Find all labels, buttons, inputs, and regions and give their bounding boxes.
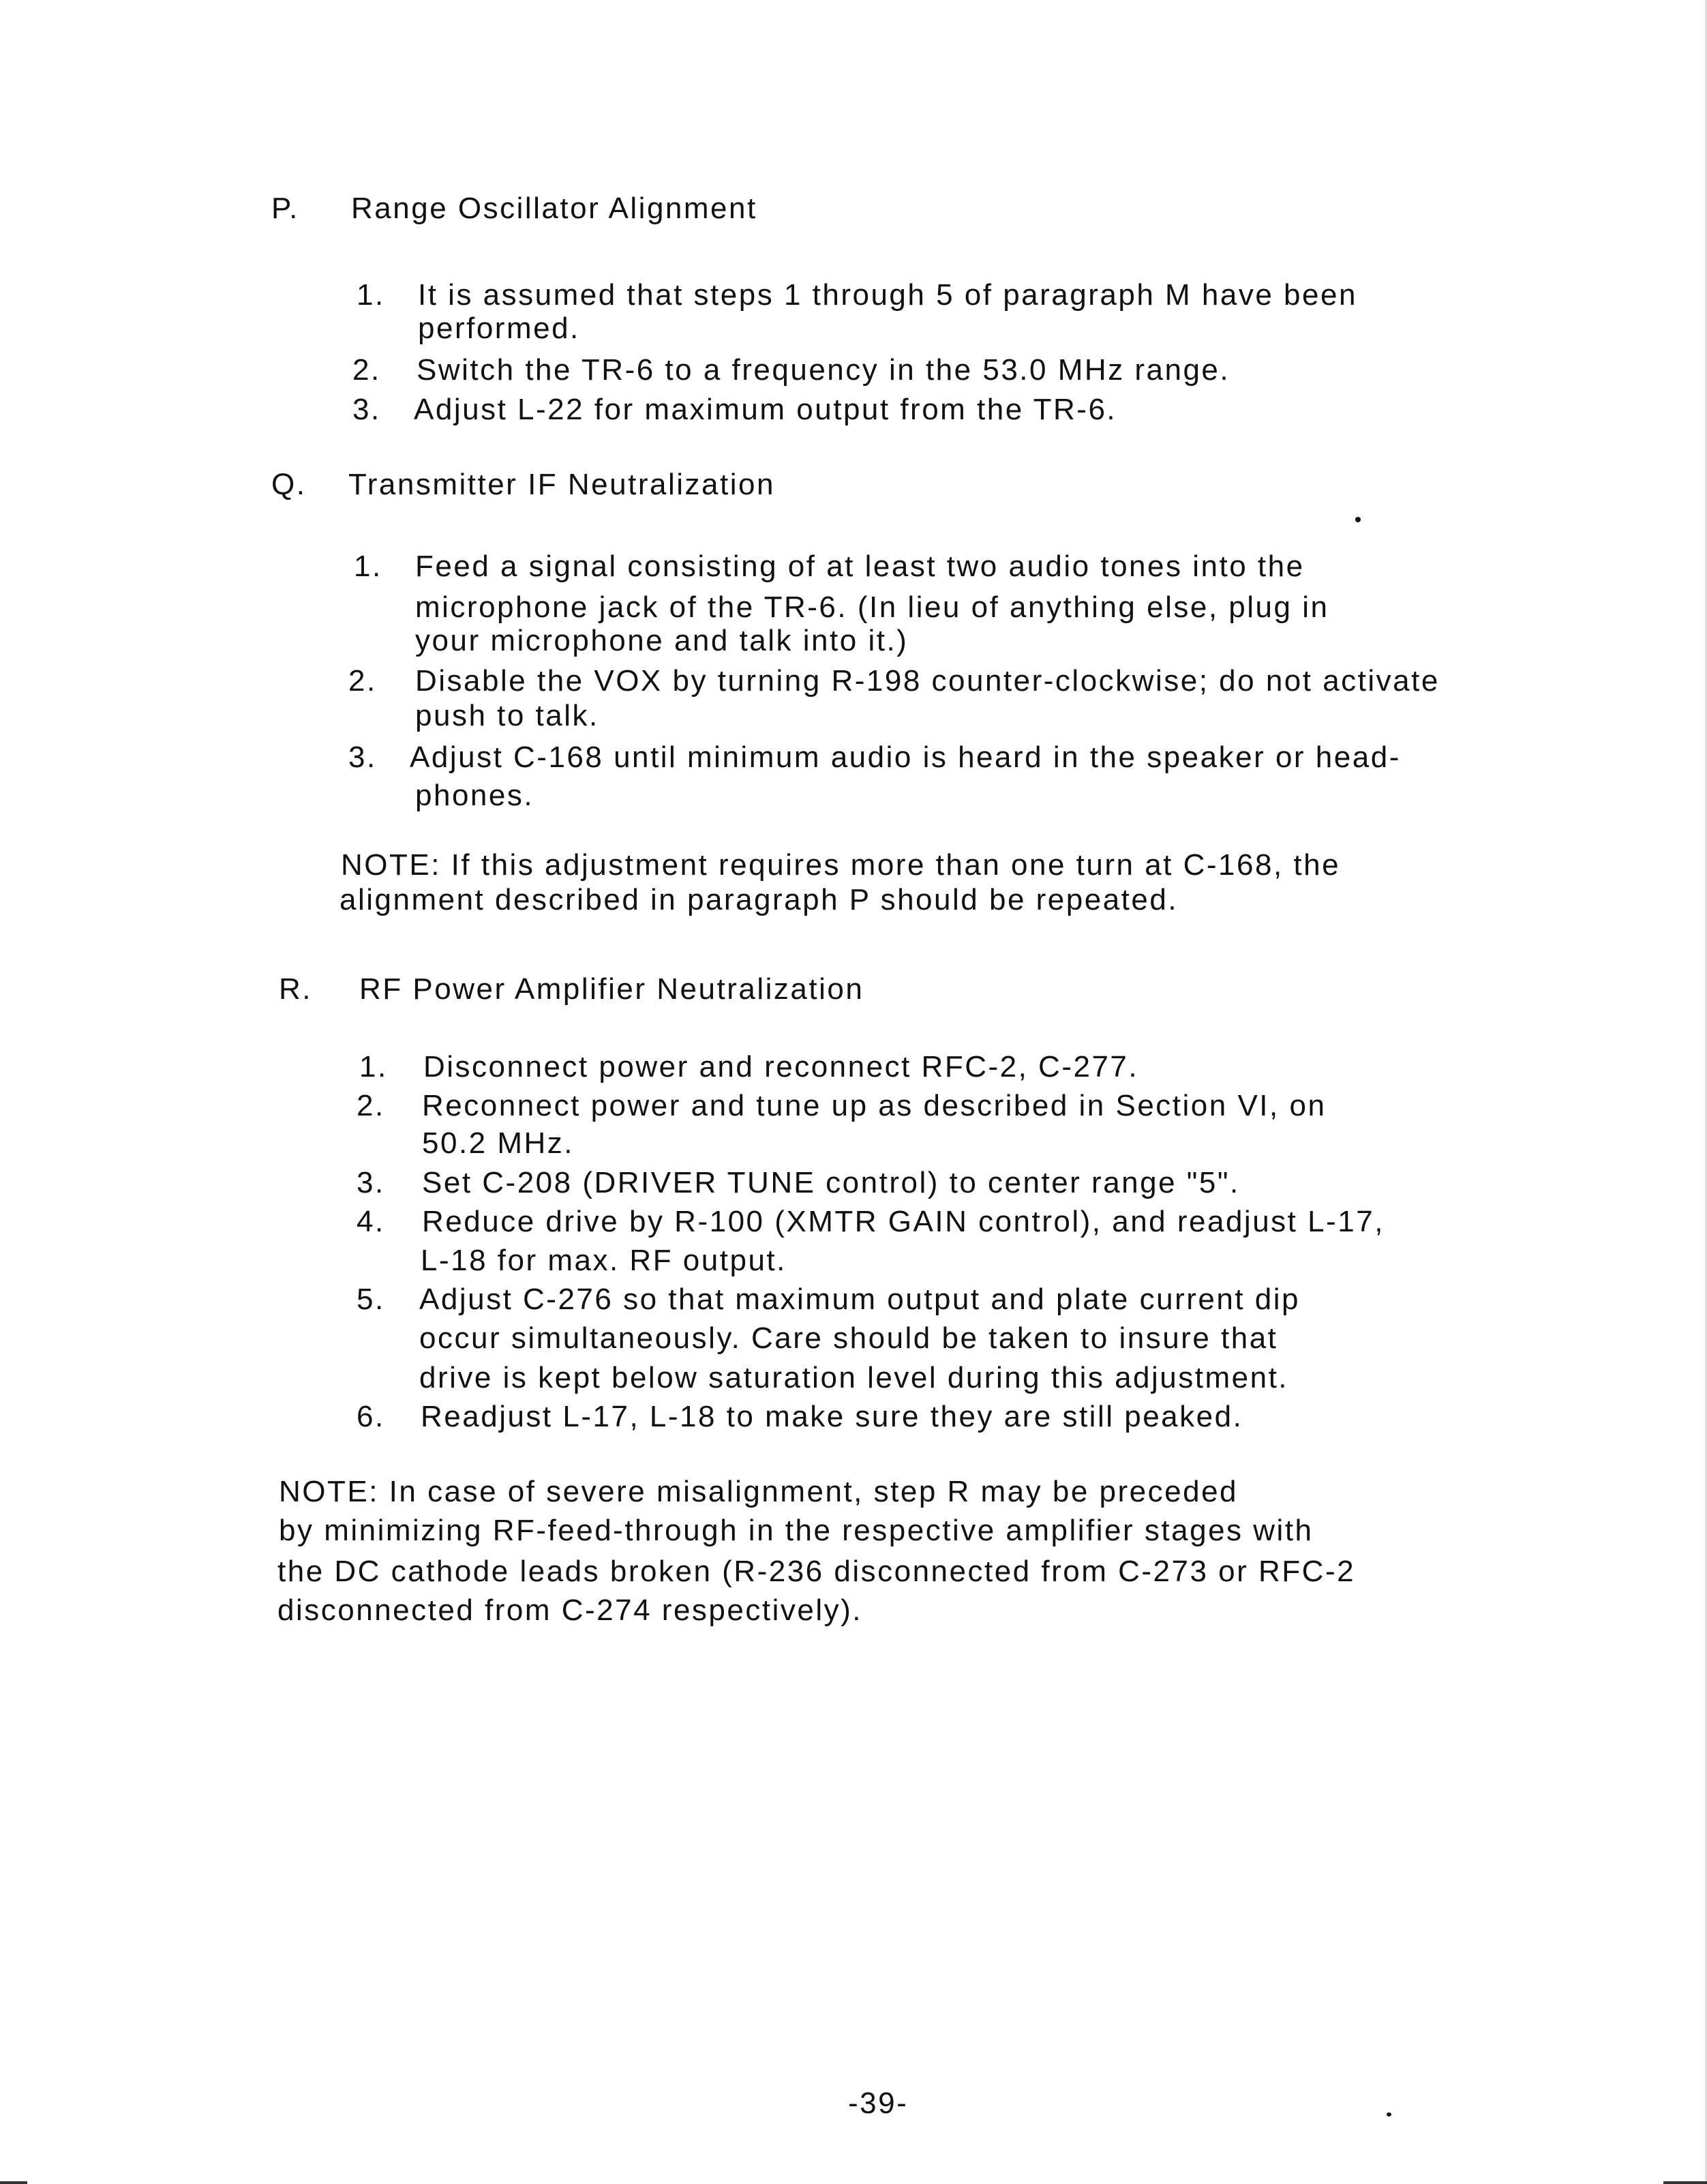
step-text: Set C-208 (DRIVER TUNE control) to center range "5". — [422, 1166, 1240, 1199]
note-text: the DC cathode leads broken (R-236 disconnected from C-273 or RFC-2 — [277, 1555, 1356, 1588]
step-text: Reconnect power and tune up as described in Section VI, on — [422, 1089, 1327, 1122]
step-number: 1. — [357, 278, 385, 312]
note-text: by minimizing RF-feed-through in the respective amplifier stages with — [279, 1514, 1314, 1547]
step-text: L-18 for max. RF output. — [421, 1244, 787, 1277]
step-number: 3. — [357, 1166, 385, 1199]
scan-bottom-edge — [0, 2181, 1707, 2184]
note-text: NOTE: In case of severe misalignment, step R may be preceded — [279, 1475, 1239, 1508]
section-label: P. — [271, 192, 299, 225]
step-text: Adjust C-168 until minimum audio is heard in the speaker or head- — [410, 741, 1401, 774]
speck-mark — [1387, 2112, 1391, 2116]
step-text: Disable the VOX by turning R-198 counter-clockwise; do not activate — [415, 664, 1440, 698]
page-number: -39- — [848, 2086, 909, 2120]
section-title: RF Power Amplifier Neutralization — [359, 972, 864, 1006]
section-title: Transmitter IF Neutralization — [348, 468, 775, 501]
section-title: Range Oscillator Alignment — [351, 192, 757, 225]
step-text: Disconnect power and reconnect RFC-2, C-277. — [423, 1050, 1139, 1083]
step-text: It is assumed that steps 1 through 5 of paragraph M have been — [418, 278, 1357, 312]
step-number: 3. — [348, 741, 377, 774]
note-text: NOTE: If this adjustment requires more than one turn at C-168, the — [341, 848, 1341, 882]
step-text: drive is kept below saturation level during this adjustment. — [419, 1361, 1289, 1394]
step-text: Switch the TR-6 to a frequency in the 53.0 MHz range. — [417, 353, 1230, 387]
note-text: disconnected from C-274 respectively). — [277, 1594, 862, 1627]
step-text: Feed a signal consisting of at least two audio tones into the — [415, 550, 1305, 583]
step-text: your microphone and talk into it.) — [415, 624, 909, 657]
step-text: performed. — [418, 312, 580, 345]
step-number: 2. — [352, 353, 381, 387]
step-number: 3. — [352, 393, 381, 426]
step-text: Reduce drive by R-100 (XMTR GAIN control), and readjust L-17, — [422, 1205, 1385, 1238]
step-number: 2. — [348, 664, 377, 698]
step-number: 2. — [357, 1089, 385, 1122]
step-text: microphone jack of the TR-6. (In lieu of anything else, plug in — [415, 590, 1329, 624]
section-label: R. — [279, 972, 312, 1006]
step-number: 1. — [354, 550, 382, 583]
step-number: 5. — [357, 1283, 385, 1316]
step-text: Adjust C-276 so that maximum output and plate current dip — [419, 1283, 1300, 1316]
step-number: 6. — [357, 1400, 385, 1433]
step-text: push to talk. — [415, 699, 599, 732]
step-text: occur simultaneously. Care should be taken to insure that — [419, 1321, 1278, 1355]
note-text: alignment described in paragraph P should be repeated. — [339, 883, 1179, 916]
step-text: phones. — [415, 779, 534, 812]
step-text: Readjust L-17, L-18 to make sure they are still peaked. — [421, 1400, 1243, 1433]
section-label: Q. — [271, 468, 307, 501]
step-number: 4. — [357, 1205, 385, 1238]
step-text: 50.2 MHz. — [422, 1126, 575, 1160]
step-number: 1. — [359, 1050, 388, 1083]
step-text: Adjust L-22 for maximum output from the TR-6. — [414, 393, 1117, 426]
speck-mark — [1355, 517, 1361, 522]
